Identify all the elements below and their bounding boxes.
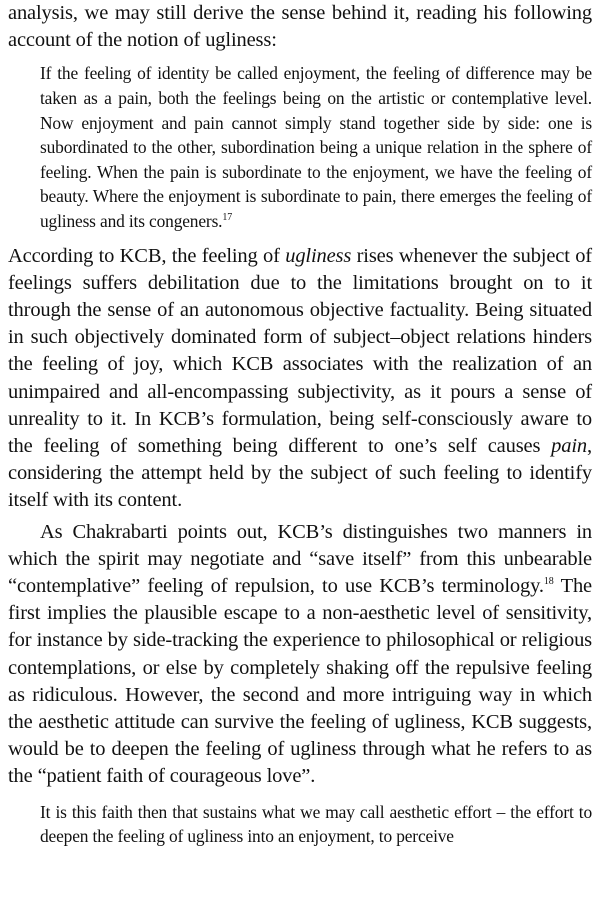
paragraph-chakrabarti: [8, 519, 592, 791]
paragraph-chakrabarti-part2: The first implies the plausible escape to a non-aesthetic level of sensitivity, for instance by side-tracking the experience to philosophical or religious contemplations, or else by completely shaking off the repulsive feeling as ridiculous. However, the second and more intriguing way in which the aesthetic attitude can survive the feeling of ugliness, KCB suggests, would be to deepen the feeling of ugliness through what he refers to as the “patient faith of courageous love”.: [8, 575, 592, 788]
block-quote-faith: [8, 800, 592, 849]
block-quote-faith-text: It is this faith then that sustains what we may call aesthetic effort – the effort to deepen the feeling of ugliness into an enjoyment, to perceive: [40, 801, 592, 847]
paragraph-intro: [8, 0, 592, 54]
emphasis-pain: pain: [551, 434, 588, 457]
document-page: [8, 0, 592, 849]
footnote-marker-18[interactable]: 18: [543, 576, 554, 588]
paragraph-kcb-ugliness: [8, 243, 592, 515]
paragraph-intro-text: analysis, we may still derive the sense behind it, reading his following account of the notion of ugliness:: [8, 2, 592, 52]
paragraph-kcb-ugliness-part2: rises whenever the subject of feelings suffers debilitation due to the limitations brought on to it through the sense of an autonomous objective factuality. Being situated in such objectively dominated form of subject–object relations hinders the feeling of joy, which KCB associates with the realization of an unimpaired and all-encompassing subjectivity, as it pours a sense of unreality to it. In KCB’s formulation, being self-consciously aware to the feeling of something being different to one’s self causes: [8, 244, 592, 457]
block-quote-ugliness: [8, 61, 592, 233]
paragraph-chakrabarti-part1: As Chakrabarti points out, KCB’s distinguishes two manners in which the spirit may negotiate and “save itself” from this unbearable “contemplative” feeling of repulsion, to use KCB’s terminology.: [8, 520, 592, 597]
footnote-marker-17[interactable]: 17: [222, 212, 233, 224]
paragraph-kcb-ugliness-part1: According to KCB, the feeling of: [8, 244, 286, 267]
emphasis-ugliness: ugliness: [285, 244, 352, 267]
paragraph-kcb-ugliness-part3: , considering the attempt held by the subject of such feeling to identify itself with its content.: [8, 434, 592, 512]
block-quote-ugliness-text: If the feeling of identity be called enjoyment, the feeling of difference may be taken as a pain, both the feelings being on the artistic or contemplative level. Now enjoyment and pain cannot simply stand together side by side: one is subordinated to the other, subordination being a unique relation in the sphere of feeling. When the pain is subordinate to the enjoyment, we have the feeling of beauty. Where the enjoyment is subordinate to pain, there emerges the feeling of ugliness and its congeners.: [40, 63, 592, 231]
